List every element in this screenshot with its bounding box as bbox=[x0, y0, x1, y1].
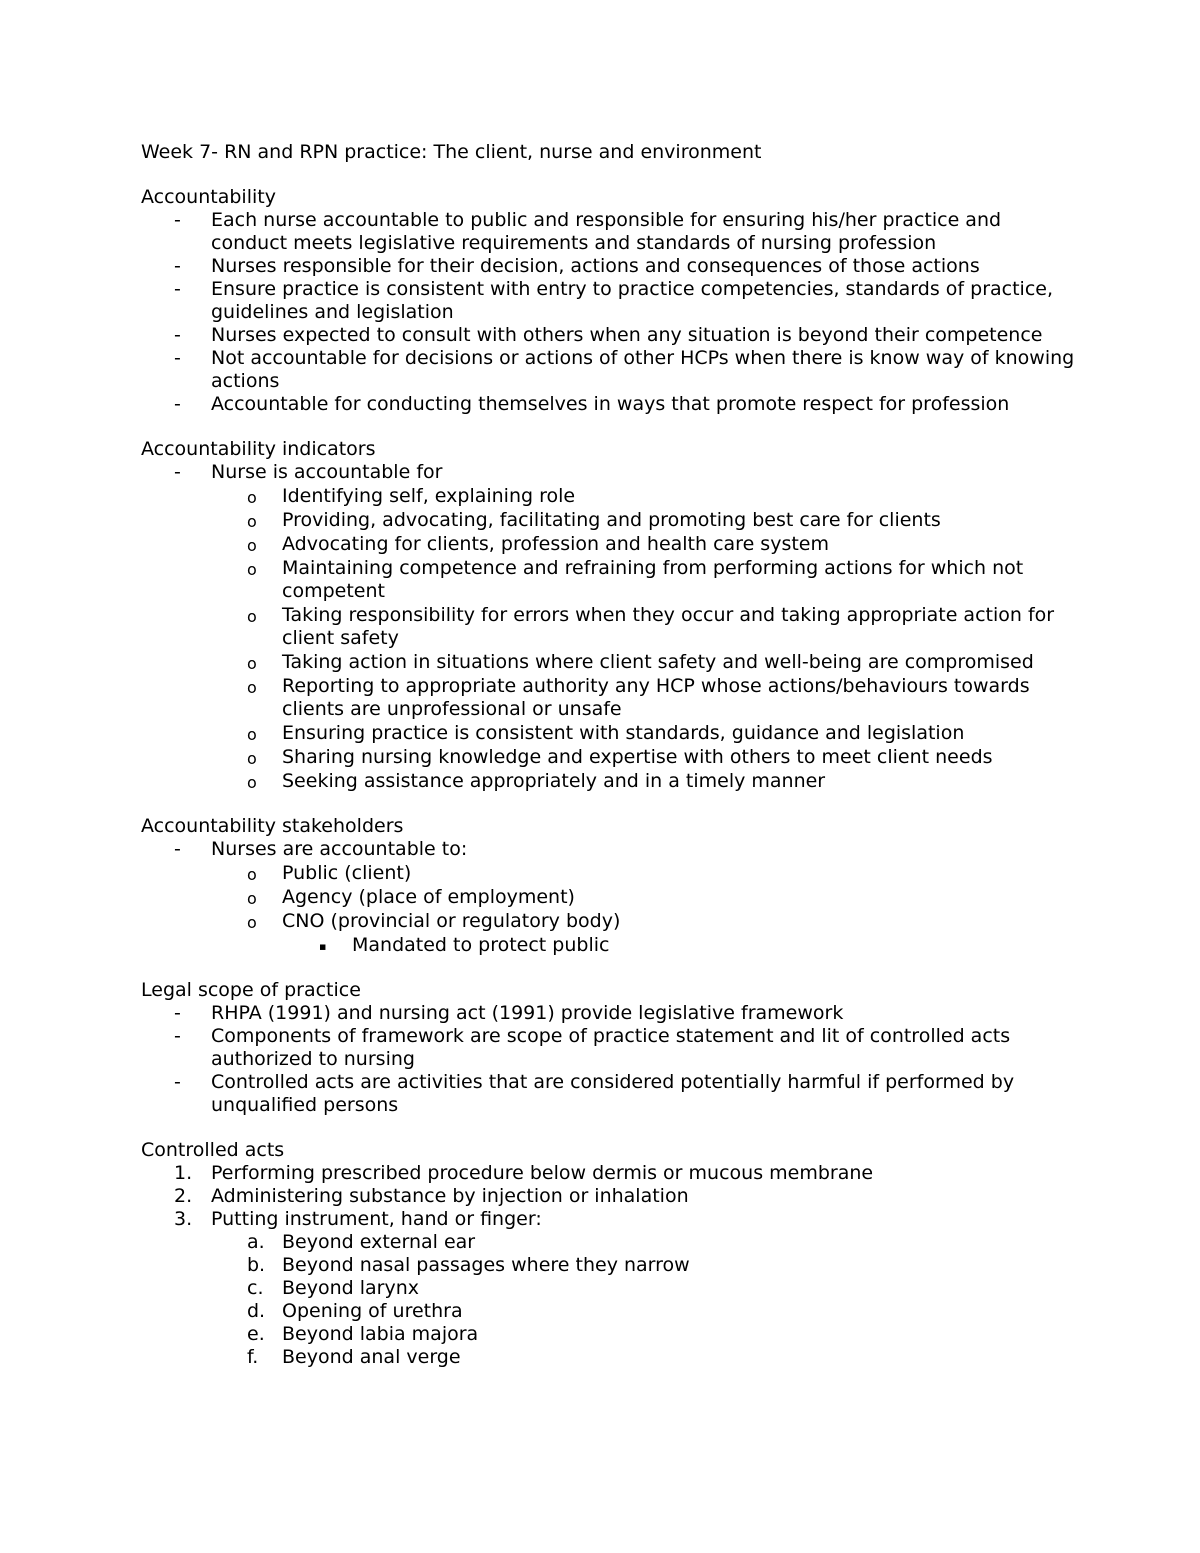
circle-bullet: o bbox=[247, 913, 257, 932]
section-controlled-acts bbox=[141, 1139, 1081, 1369]
number-marker: 1. bbox=[174, 1162, 193, 1184]
sub-list-item: o Taking responsibility for errors when they occur and taking appropriate action for client safety bbox=[247, 604, 1055, 649]
numbered-item: 2. Administering substance by injection or inhalation bbox=[174, 1185, 689, 1207]
dash-bullet: - bbox=[174, 461, 181, 483]
lettered-item: a. Beyond external ear bbox=[247, 1231, 476, 1253]
dash-bullet: - bbox=[174, 1002, 181, 1024]
dash-bullet: - bbox=[174, 393, 181, 415]
circle-bullet: o bbox=[247, 865, 257, 884]
letter-marker: b. bbox=[247, 1254, 266, 1276]
lettered-item: e. Beyond labia majora bbox=[247, 1323, 479, 1345]
list-item: - Nurses responsible for their decision, actions and consequences of those actions bbox=[174, 255, 980, 277]
number-marker: 2. bbox=[174, 1185, 193, 1207]
dash-bullet: - bbox=[174, 209, 181, 231]
circle-bullet: o bbox=[247, 678, 257, 697]
sub-list-item: o Maintaining competence and refraining from performing actions for which not competent bbox=[247, 557, 1024, 602]
section-legal-scope bbox=[141, 979, 1081, 1117]
list-item: - Nurse is accountable for bbox=[174, 461, 443, 483]
section-accountability-stakeholders bbox=[141, 815, 1081, 957]
dash-bullet: - bbox=[174, 1071, 181, 1093]
list-item: - Nurses expected to consult with others when any situation is beyond their competence bbox=[174, 324, 1043, 346]
sub-list-item: o Identifying self, explaining role bbox=[247, 485, 576, 507]
sub-sub-list-item: ▪ Mandated to protect public bbox=[319, 934, 610, 956]
list-item: - Controlled acts are activities that are considered potentially harmful if performed by unqualified persons bbox=[174, 1071, 1015, 1116]
lettered-item: d. Opening of urethra bbox=[247, 1300, 463, 1322]
sub-list-item: o Advocating for clients, profession and health care system bbox=[247, 533, 829, 555]
list-item: - Ensure practice is consistent with entry to practice competencies, standards of practice, guidelines and legislation bbox=[174, 278, 1053, 323]
circle-bullet: o bbox=[247, 654, 257, 673]
dash-bullet: - bbox=[174, 324, 181, 346]
numbered-item: 1. Performing prescribed procedure below dermis or mucous membrane bbox=[174, 1162, 874, 1184]
list-item: - Components of framework are scope of practice statement and lit of controlled acts authorized to nursing bbox=[174, 1025, 1011, 1070]
circle-bullet: o bbox=[247, 536, 257, 555]
sub-list-item: o Ensuring practice is consistent with standards, guidance and legislation bbox=[247, 722, 965, 744]
numbered-item: 3. Putting instrument, hand or finger: bbox=[174, 1208, 542, 1230]
list-item: - Each nurse accountable to public and responsible for ensuring his/her practice and conduct meets legislative requirements and standards of nursing profession bbox=[174, 209, 1002, 254]
letter-marker: f. bbox=[247, 1346, 259, 1368]
letter-marker: e. bbox=[247, 1323, 265, 1345]
sub-list-item: o Agency (place of employment) bbox=[247, 886, 575, 908]
sub-list-item: o Public (client) bbox=[247, 862, 412, 884]
sub-list-item: o Reporting to appropriate authority any HCP whose actions/behaviours towards clients are unprofessional or unsafe bbox=[247, 675, 1030, 720]
sub-list-item: o Taking action in situations where client safety and well-being are compromised bbox=[247, 651, 1034, 673]
lettered-item: c. Beyond larynx bbox=[247, 1277, 419, 1299]
circle-bullet: o bbox=[247, 749, 257, 768]
circle-bullet: o bbox=[247, 512, 257, 531]
circle-bullet: o bbox=[247, 607, 257, 626]
section-heading: Accountability indicators bbox=[141, 438, 376, 460]
list-item: - Not accountable for decisions or actions of other HCPs when there is know way of knowing actions bbox=[174, 347, 1075, 392]
lettered-item: b. Beyond nasal passages where they narrow bbox=[247, 1254, 690, 1276]
sub-list-item: o Seeking assistance appropriately and in a timely manner bbox=[247, 770, 826, 792]
dash-bullet: - bbox=[174, 1025, 181, 1047]
dash-bullet: - bbox=[174, 278, 181, 300]
letter-marker: a. bbox=[247, 1231, 265, 1253]
section-heading: Controlled acts bbox=[141, 1139, 285, 1161]
square-bullet: ▪ bbox=[319, 940, 327, 953]
section-heading: Accountability bbox=[141, 186, 276, 208]
sub-list-item: o Providing, advocating, facilitating and promoting best care for clients bbox=[247, 509, 941, 531]
section-heading: Accountability stakeholders bbox=[141, 815, 404, 837]
letter-marker: c. bbox=[247, 1277, 264, 1299]
document-title: Week 7- RN and RPN practice: The client, nurse and environment bbox=[141, 141, 762, 163]
number-marker: 3. bbox=[174, 1208, 193, 1230]
section-heading: Legal scope of practice bbox=[141, 979, 361, 1001]
circle-bullet: o bbox=[247, 889, 257, 908]
list-item: - RHPA (1991) and nursing act (1991) provide legislative framework bbox=[174, 1002, 844, 1024]
circle-bullet: o bbox=[247, 725, 257, 744]
sub-list-item: o CNO (provincial or regulatory body) bbox=[247, 910, 621, 932]
circle-bullet: o bbox=[247, 773, 257, 792]
section-accountability bbox=[141, 186, 1081, 416]
section-accountability-indicators bbox=[141, 438, 1081, 793]
dash-bullet: - bbox=[174, 838, 181, 860]
circle-bullet: o bbox=[247, 560, 257, 579]
list-item: - Nurses are accountable to: bbox=[174, 838, 468, 860]
dash-bullet: - bbox=[174, 347, 181, 369]
sub-list-item: o Sharing nursing knowledge and expertise with others to meet client needs bbox=[247, 746, 993, 768]
lettered-item: f. Beyond anal verge bbox=[247, 1346, 461, 1368]
document-page bbox=[141, 141, 1081, 1391]
letter-marker: d. bbox=[247, 1300, 266, 1322]
circle-bullet: o bbox=[247, 488, 257, 507]
dash-bullet: - bbox=[174, 255, 181, 277]
list-item: - Accountable for conducting themselves in ways that promote respect for profession bbox=[174, 393, 1010, 415]
